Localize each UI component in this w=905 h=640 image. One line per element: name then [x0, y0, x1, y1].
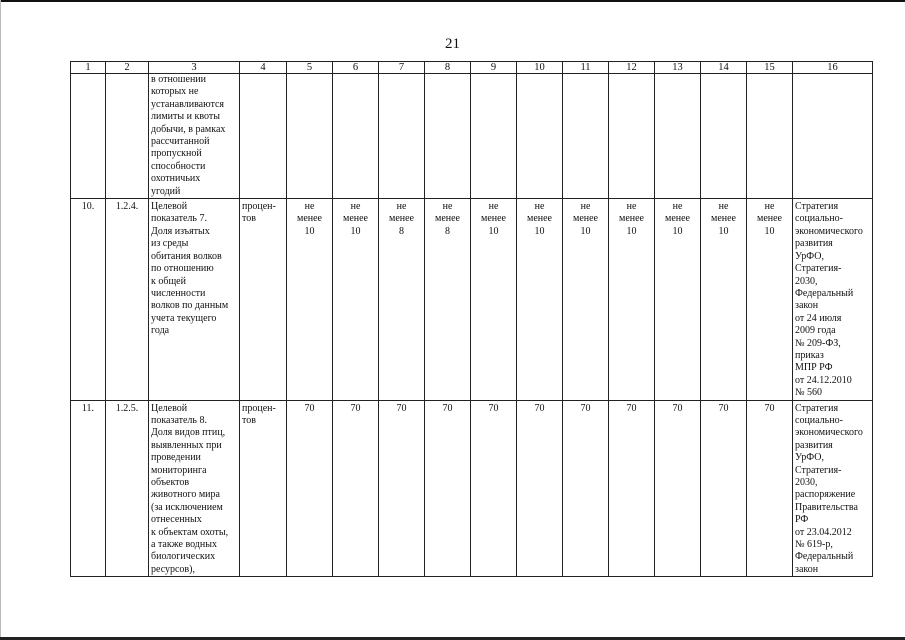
value-cell [425, 199, 471, 401]
cell-text-line: МПР РФ [795, 362, 833, 374]
value-cell [747, 74, 793, 199]
cell-text-line: социально- [795, 213, 843, 225]
row-number-cell: 11. [71, 400, 106, 577]
cell-text-line: показатель 7. [151, 213, 207, 225]
cell-text-line: 10 [488, 225, 499, 237]
row-code-cell: 1.2.4. [106, 199, 149, 401]
cell-text-line: от 24 июля [795, 312, 842, 324]
cell-text-line: 70 [626, 402, 637, 414]
cell-text-line: экономического [795, 427, 863, 439]
value-cell [287, 199, 333, 401]
cell-text-line: РФ [795, 514, 809, 526]
page-number: 21 [445, 36, 460, 52]
column-number-cell: 4 [240, 62, 287, 74]
value-cell [517, 74, 563, 199]
value-cell [333, 199, 379, 401]
cell-text-line: Стратегия [795, 402, 839, 414]
cell-text-line: 70 [580, 402, 591, 414]
cell-text-line: лимиты и квоты [151, 111, 220, 123]
cell-text-line: к общей [151, 275, 186, 287]
value-cell [517, 199, 563, 401]
cell-text-line: к объектам охоты, [151, 526, 229, 538]
cell-text-line: рассчитанной [151, 136, 210, 148]
value-cell [379, 199, 425, 401]
cell-text-line: Стратегия- [795, 263, 842, 275]
cell-text-line: волков по данным [151, 300, 229, 312]
indicators-table [70, 61, 873, 577]
value-cell [563, 400, 609, 577]
cell-text-line: менее [527, 213, 552, 225]
value-cell [379, 74, 425, 199]
cell-text-line: 8 [399, 225, 404, 237]
cell-text-line: Доля видов птиц, [151, 427, 226, 439]
row-number-cell [71, 74, 106, 199]
column-number-cell: 13 [655, 62, 701, 74]
cell-text-line: закон [795, 300, 819, 312]
cell-text-line: Целевой [151, 201, 188, 213]
indicator-name-cell [149, 199, 240, 401]
cell-text-line: 70 [672, 402, 683, 414]
cell-text-line: не [350, 201, 361, 213]
cell-text-line: в отношении [151, 74, 207, 85]
column-number-cell: 3 [149, 62, 240, 74]
source-cell [793, 400, 873, 577]
cell-text-line: 8 [445, 225, 450, 237]
cell-text-line: Федеральный [795, 287, 854, 299]
unit-cell [240, 400, 287, 577]
table-row-continuation [71, 74, 873, 199]
value-cell [471, 74, 517, 199]
value-cell [655, 199, 701, 401]
cell-text-line: не [442, 201, 453, 213]
cell-text-line: показатель 8. [151, 414, 207, 426]
value-cell [563, 74, 609, 199]
cell-text-line: 70 [534, 402, 545, 414]
cell-text-line: распоряжение [795, 489, 856, 501]
cell-text-line: 10 [304, 225, 315, 237]
cell-text-line: не [718, 201, 729, 213]
column-number-cell: 12 [609, 62, 655, 74]
page-top-edge [0, 0, 905, 2]
cell-text-line: устанавливаются [151, 98, 224, 110]
cell-text-line: Целевой [151, 402, 188, 414]
table-row-10 [71, 199, 873, 401]
cell-text-line: 10 [626, 225, 637, 237]
cell-text-line: менее [665, 213, 690, 225]
cell-text-line: которых не [151, 86, 199, 98]
page-left-edge [0, 0, 1, 640]
cell-text-line: от 24.12.2010 [795, 374, 852, 386]
value-cell [609, 74, 655, 199]
cell-text-line: менее [435, 213, 460, 225]
cell-text-line: обитания волков [151, 250, 222, 262]
cell-text-line: 10 [764, 225, 775, 237]
value-cell [287, 74, 333, 199]
cell-text-line: 10 [718, 225, 729, 237]
cell-text-line: 2009 года [795, 325, 836, 337]
cell-text-line: менее [711, 213, 736, 225]
column-number-cell: 1 [71, 62, 106, 74]
column-number-cell: 11 [563, 62, 609, 74]
cell-text-line: развития [795, 439, 833, 451]
cell-text-line: не [534, 201, 545, 213]
cell-text-line: охотничьих [151, 173, 201, 185]
column-number-cell: 16 [793, 62, 873, 74]
cell-text-line: учета текущего [151, 312, 217, 324]
cell-text-line: не [304, 201, 315, 213]
cell-text-line: не [626, 201, 637, 213]
cell-text-line: 70 [396, 402, 407, 414]
value-cell [701, 400, 747, 577]
cell-text-line: Правительства [795, 501, 858, 513]
cell-text-line: менее [619, 213, 644, 225]
cell-text-line: животного мира [151, 489, 220, 501]
value-cell [747, 400, 793, 577]
cell-text-line: 70 [304, 402, 315, 414]
cell-text-line: УрФО, [795, 452, 824, 464]
cell-text-line: 70 [718, 402, 729, 414]
cell-text-line: из среды [151, 238, 189, 250]
cell-text-line: пропускной [151, 148, 202, 160]
value-cell [517, 400, 563, 577]
row-number-cell: 10. [71, 199, 106, 401]
cell-text-line: 10 [672, 225, 683, 237]
cell-text-line: экономического [795, 225, 863, 237]
source-cell [793, 199, 873, 401]
cell-text-line: Доля изъятых [151, 225, 210, 237]
column-number-cell: 6 [333, 62, 379, 74]
cell-text-line: процен- [242, 402, 276, 414]
cell-text-line: а также водных [151, 539, 217, 551]
indicator-name-cell [149, 74, 240, 199]
column-number-cell: 8 [425, 62, 471, 74]
cell-text-line: угодий [151, 185, 181, 197]
cell-text-line: 10 [580, 225, 591, 237]
column-number-row [71, 62, 873, 74]
cell-text-line: 10 [350, 225, 361, 237]
cell-text-line: биологических [151, 551, 216, 563]
cell-text-line: менее [573, 213, 598, 225]
value-cell [333, 400, 379, 577]
value-cell [747, 199, 793, 401]
cell-text-line: объектов [151, 477, 190, 488]
column-number-cell: 7 [379, 62, 425, 74]
cell-text-line: не [488, 201, 499, 213]
cell-text-line: 70 [350, 402, 361, 414]
indicator-name-cell [149, 400, 240, 577]
cell-text-line: не [764, 201, 775, 213]
cell-text-line: менее [297, 213, 322, 225]
value-cell [379, 400, 425, 577]
cell-text-line: года [151, 325, 170, 337]
value-cell [287, 400, 333, 577]
value-cell [563, 199, 609, 401]
value-cell [333, 74, 379, 199]
cell-text-line: тов [242, 414, 256, 426]
value-cell [701, 74, 747, 199]
cell-text-line: Стратегия- [795, 464, 842, 476]
cell-text-line: добычи, в рамках [151, 123, 226, 135]
column-number-cell: 10 [517, 62, 563, 74]
cell-text-line: менее [389, 213, 414, 225]
cell-text-line: 70 [764, 402, 775, 414]
value-cell [609, 199, 655, 401]
value-cell [701, 199, 747, 401]
cell-text-line: менее [481, 213, 506, 225]
cell-text-line: (за исключением [151, 501, 223, 513]
cell-text-line: 2030, [795, 275, 818, 287]
value-cell [471, 199, 517, 401]
cell-text-line: проведении [151, 452, 201, 464]
table-row-11 [71, 400, 873, 577]
value-cell [425, 74, 471, 199]
source-cell [793, 74, 873, 199]
cell-text-line: способности [151, 160, 206, 172]
value-cell [655, 400, 701, 577]
value-cell [471, 400, 517, 577]
value-cell [425, 400, 471, 577]
cell-text-line: не [672, 201, 683, 213]
cell-text-line: не [580, 201, 591, 213]
column-number-cell: 15 [747, 62, 793, 74]
cell-text-line: менее [757, 213, 782, 225]
cell-text-line: ресурсов), [151, 563, 195, 575]
value-cell [609, 400, 655, 577]
cell-text-line: не [396, 201, 407, 213]
column-number-cell: 2 [106, 62, 149, 74]
column-number-cell: 9 [471, 62, 517, 74]
value-cell [655, 74, 701, 199]
cell-text-line: Стратегия [795, 201, 839, 213]
cell-text-line: тов [242, 213, 256, 225]
cell-text-line: приказ [795, 349, 824, 361]
row-code-cell: 1.2.5. [106, 400, 149, 577]
cell-text-line: 2030, [795, 477, 818, 488]
cell-text-line: мониторинга [151, 464, 207, 476]
cell-text-line: социально- [795, 414, 843, 426]
column-number-cell: 14 [701, 62, 747, 74]
cell-text-line: выявленных при [151, 439, 222, 451]
unit-cell [240, 74, 287, 199]
cell-text-line: менее [343, 213, 368, 225]
column-number-cell: 5 [287, 62, 333, 74]
unit-cell [240, 199, 287, 401]
row-code-cell [106, 74, 149, 199]
cell-text-line: № 209-ФЗ, [795, 337, 841, 349]
cell-text-line: 10 [534, 225, 545, 237]
cell-text-line: 70 [442, 402, 453, 414]
cell-text-line: от 23.04.2012 [795, 526, 852, 538]
cell-text-line: № 560 [795, 387, 823, 399]
cell-text-line: по отношению [151, 263, 214, 275]
cell-text-line: закон [795, 563, 819, 575]
cell-text-line: численности [151, 287, 206, 299]
cell-text-line: Федеральный [795, 551, 854, 563]
cell-text-line: УрФО, [795, 250, 824, 262]
cell-text-line: отнесенных [151, 514, 202, 526]
cell-text-line: процен- [242, 201, 276, 213]
cell-text-line: 70 [488, 402, 499, 414]
cell-text-line: № 619-р, [795, 539, 833, 551]
cell-text-line: развития [795, 238, 833, 250]
